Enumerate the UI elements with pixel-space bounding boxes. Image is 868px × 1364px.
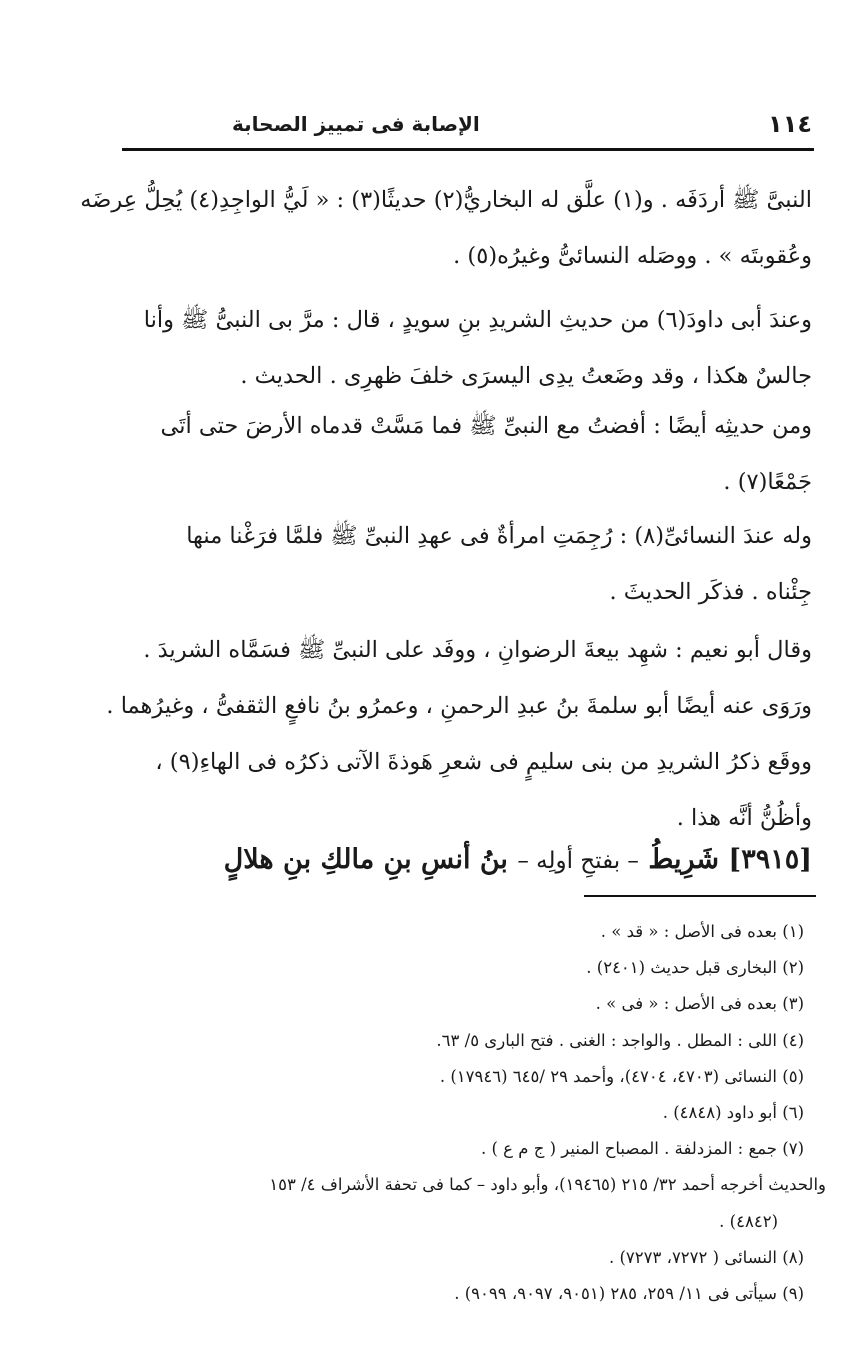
paragraph-line: جَمْعًا(٧) .: [723, 469, 812, 495]
entry-vocalization-note: – بفتحِ أولِه –: [517, 848, 639, 874]
footnote: (٨) النسائى ( ٧٢٧٢، ٧٢٧٣) .: [608, 1247, 804, 1267]
paragraph-line: ومن حديثِه أيضًا : أفضتُ مع النبىِّ ﷺ فما مَسَّتْ قدماه الأرضَ حتى أتَى: [160, 413, 812, 439]
paragraph-5: [118, 622, 812, 678]
footnote: (٥) النسائى (٤٧٠٣، ٤٧٠٤)، وأحمد ٢٩ /٦٤٥ (١٧٩٤٦) .: [439, 1066, 804, 1086]
paragraph-line: وقال أبو نعيم : شهِد بيعةَ الرضوانِ ، ووفَد على النبىِّ ﷺ فسَمَّاه الشريدَ .: [143, 637, 812, 663]
paragraph-line: وله عندَ النسائىِّ(٨) : رُجِمَتِ امرأةٌ فى عهدِ النبىِّ ﷺ فلمَّا فرَغْنا منها: [186, 523, 812, 549]
footnote-separator: [584, 895, 816, 897]
footnote-continuation: (٤٨٤٢) .: [719, 1211, 778, 1231]
entry-name: شَرِيطُ: [648, 844, 720, 875]
paragraph-line: جِئْناه . فذكَر الحديثَ .: [609, 579, 812, 605]
entry-lineage: بنُ أنسِ بنِ مالكِ بنِ هلالٍ: [223, 844, 508, 875]
paragraph-line: وعُقوبتَه » . ووصَله النسائىُّ وغيرُه(٥) .: [453, 243, 812, 269]
paragraph-2: [118, 292, 812, 404]
paragraph-1: [80, 172, 812, 284]
page-number: ١١٤: [768, 110, 812, 138]
running-title: الإصابة فى تمييز الصحابة: [232, 112, 480, 136]
paragraph-line: وعندَ أبى داودَ(٦) من حديثِ الشريدِ بنِ سويدٍ ، قال : مرَّ بى النبىُّ ﷺ وأنا: [143, 307, 812, 333]
footnote: (٤) اللى : المطل . والواجد : الغنى . فتح البارى ٥/ ٦٣.: [436, 1030, 804, 1050]
running-header: [122, 108, 812, 140]
footnote-continuation: والحديث أخرجه أحمد ٣٢/ ٢١٥ (١٩٤٦٥)، وأبو داود – كما فى تحفة الأشراف ٤/ ١٥٣: [269, 1175, 826, 1195]
paragraph-4: [118, 508, 812, 620]
paragraph-line: ورَوَى عنه أيضًا أبو سلمةَ بنُ عبدِ الرحمنِ ، وعمرُو بنُ نافعٍ الثقفىُّ ، وغيرُهما .: [106, 693, 812, 719]
entry-heading: [110, 838, 812, 883]
paragraph-6: [106, 678, 812, 734]
paragraph-line: جالسٌ هكذا ، وقد وضَعتُ يدِى اليسرَى خلفَ ظهرِى . الحديث .: [240, 363, 812, 389]
paragraph-3: [118, 398, 812, 510]
paragraph-line: النبىَّ ﷺ أردَفَه . و(١) علَّق له البخاريُّ(٢) حديثًا(٣) : « لَيُّ الواجِدِ(٤) يُحِلُّ عِرضَه: [80, 187, 812, 213]
footnotes: [118, 914, 826, 1312]
footnote: (٩) سيأتى فى ١١/ ٢٥٩، ٢٨٥ (٩٠٥١، ٩٠٩٧، ٩٠٩٩) .: [454, 1284, 804, 1304]
footnote: (٦) أبو داود (٤٨٤٨) .: [662, 1103, 804, 1123]
footnote: (١) بعده فى الأصل : « قد » .: [600, 922, 804, 941]
entry-number: [٣٩١٥]: [728, 844, 812, 875]
header-rule: [122, 148, 814, 151]
paragraph-line: ووقَع ذكرُ الشريدِ من بنى سليمٍ فى شعرِ هَوذةَ الآتى ذكرُه فى الهاءِ(٩) ،: [155, 749, 812, 775]
footnote: (٢) البخارى قبل حديث (٢٤٠١) .: [586, 958, 804, 978]
paragraph-line: وأظُنُّ أنَّه هذا .: [676, 805, 812, 831]
footnote: (٣) بعده فى الأصل : « فى » .: [595, 994, 804, 1014]
footnote: (٧) جمع : المزدلفة . المصباح المنير ( ج م ع ) .: [481, 1139, 804, 1159]
paragraph-7: [118, 734, 812, 846]
